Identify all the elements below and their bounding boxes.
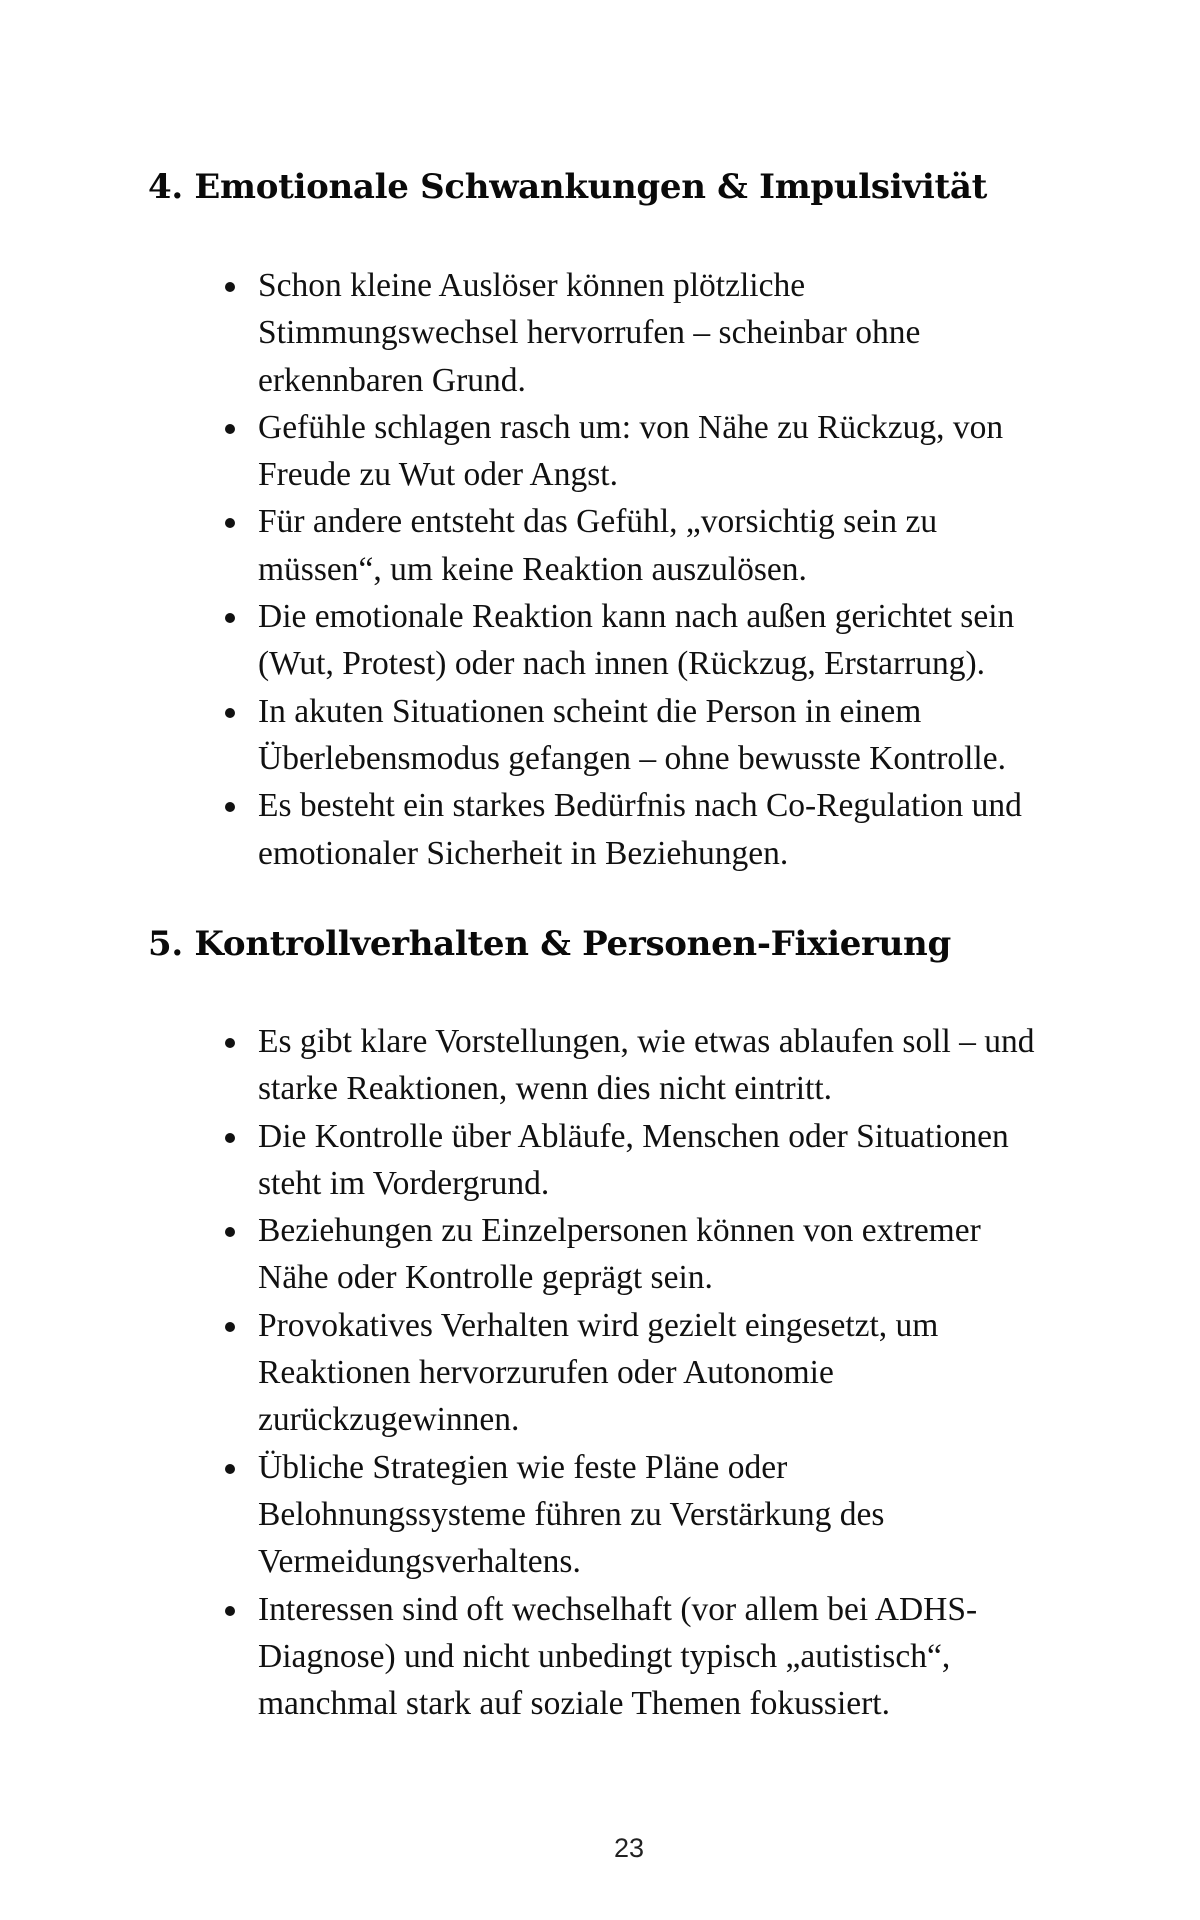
list-item-line: Reaktionen hervorzurufen oder Autonomie <box>258 1354 834 1392</box>
bullet-dot-icon <box>225 518 235 528</box>
list-item <box>0 688 1200 783</box>
bullet-dot-icon <box>225 424 235 434</box>
list-item-line: erkennbaren Grund. <box>258 361 526 399</box>
bullet-dot-icon <box>225 1606 235 1616</box>
bullet-dot-icon <box>225 613 235 623</box>
list-item-text <box>258 782 1060 877</box>
section-heading-4: 4. Emotionale Schwankungen & Impulsivität <box>148 167 987 207</box>
bullet-list-section-5 <box>0 1018 1200 1727</box>
list-item-line: Die Kontrolle über Abläufe, Menschen oder Situationen <box>258 1117 1009 1155</box>
list-item-text <box>258 1302 1060 1444</box>
list-item-text <box>258 1444 1060 1586</box>
bullet-dot-icon <box>225 802 235 812</box>
list-item-line: Übliche Strategien wie feste Pläne oder <box>258 1448 788 1486</box>
bullet-dot-icon <box>225 1227 235 1237</box>
list-item-line: Provokatives Verhalten wird gezielt eingesetzt, um <box>258 1306 939 1344</box>
list-item <box>0 1207 1200 1302</box>
list-item-line: starke Reaktionen, wenn dies nicht eintritt. <box>258 1070 832 1108</box>
bullet-list-section-4 <box>0 262 1200 877</box>
list-item-line: manchmal stark auf soziale Themen fokussiert. <box>258 1685 890 1723</box>
list-item-line: Diagnose) und nicht unbedingt typisch „autistisch“, <box>258 1637 951 1675</box>
list-item-text <box>258 404 1060 499</box>
list-item-line: Gefühle schlagen rasch um: von Nähe zu Rückzug, von <box>258 408 1004 446</box>
list-item <box>0 1018 1200 1113</box>
list-item <box>0 1302 1200 1444</box>
list-item-line: zurückzugewinnen. <box>258 1401 520 1439</box>
list-item-text <box>258 1018 1060 1113</box>
list-item-line: Interessen sind oft wechselhaft (vor allem bei ADHS- <box>258 1590 978 1628</box>
list-item-text <box>258 1586 1060 1728</box>
list-item-line: Beziehungen zu Einzelpersonen können von extremer <box>258 1212 981 1250</box>
list-item-text <box>258 593 1060 688</box>
bullet-dot-icon <box>225 282 235 292</box>
list-item-line: müssen“, um keine Reaktion auszulösen. <box>258 550 807 588</box>
list-item-line: Es gibt klare Vorstellungen, wie etwas ablaufen soll – und <box>258 1023 1035 1060</box>
list-item-text <box>258 688 1060 783</box>
list-item <box>0 1113 1200 1208</box>
bullet-dot-icon <box>225 1038 235 1048</box>
list-item-text <box>258 498 1060 593</box>
page-number: 23 <box>613 1833 645 1863</box>
list-item <box>0 782 1200 877</box>
bullet-dot-icon <box>225 708 235 718</box>
list-item-line: emotionaler Sicherheit in Beziehungen. <box>258 834 789 872</box>
list-item-text <box>258 1207 1060 1302</box>
list-item <box>0 404 1200 499</box>
list-item <box>0 262 1200 404</box>
list-item-line: Überlebensmodus gefangen – ohne bewusste Kontrolle. <box>258 739 1006 777</box>
list-item-text <box>258 262 1060 404</box>
list-item-line: Vermeidungsverhaltens. <box>258 1543 581 1581</box>
section-heading-5: 5. Kontrollverhalten & Personen-Fixierung <box>148 924 951 964</box>
list-item-line: In akuten Situationen scheint die Person in einem <box>258 692 922 730</box>
list-item-line: Die emotionale Reaktion kann nach außen gerichtet sein <box>258 598 1015 636</box>
list-item-line: Belohnungssysteme führen zu Verstärkung des <box>258 1495 885 1533</box>
list-item-text <box>258 1113 1060 1208</box>
bullet-dot-icon <box>225 1464 235 1474</box>
bullet-dot-icon <box>225 1133 235 1143</box>
bullet-dot-icon <box>225 1322 235 1332</box>
list-item-line: Es besteht ein starkes Bedürfnis nach Co-Regulation und <box>258 787 1022 825</box>
list-item-line: Stimmungswechsel hervorrufen – scheinbar ohne <box>258 314 921 352</box>
list-item-line: Für andere entsteht das Gefühl, „vorsichtig sein zu <box>258 503 938 541</box>
list-item-line: Schon kleine Auslöser können plötzliche <box>258 267 806 304</box>
list-item-line: steht im Vordergrund. <box>258 1164 550 1202</box>
list-item-line: Freude zu Wut oder Angst. <box>258 456 618 494</box>
list-item-line: Nähe oder Kontrolle geprägt sein. <box>258 1259 713 1297</box>
list-item <box>0 498 1200 593</box>
list-item <box>0 1444 1200 1586</box>
list-item <box>0 1586 1200 1728</box>
list-item-line: (Wut, Protest) oder nach innen (Rückzug, Erstarrung). <box>258 645 986 683</box>
list-item <box>0 593 1200 688</box>
